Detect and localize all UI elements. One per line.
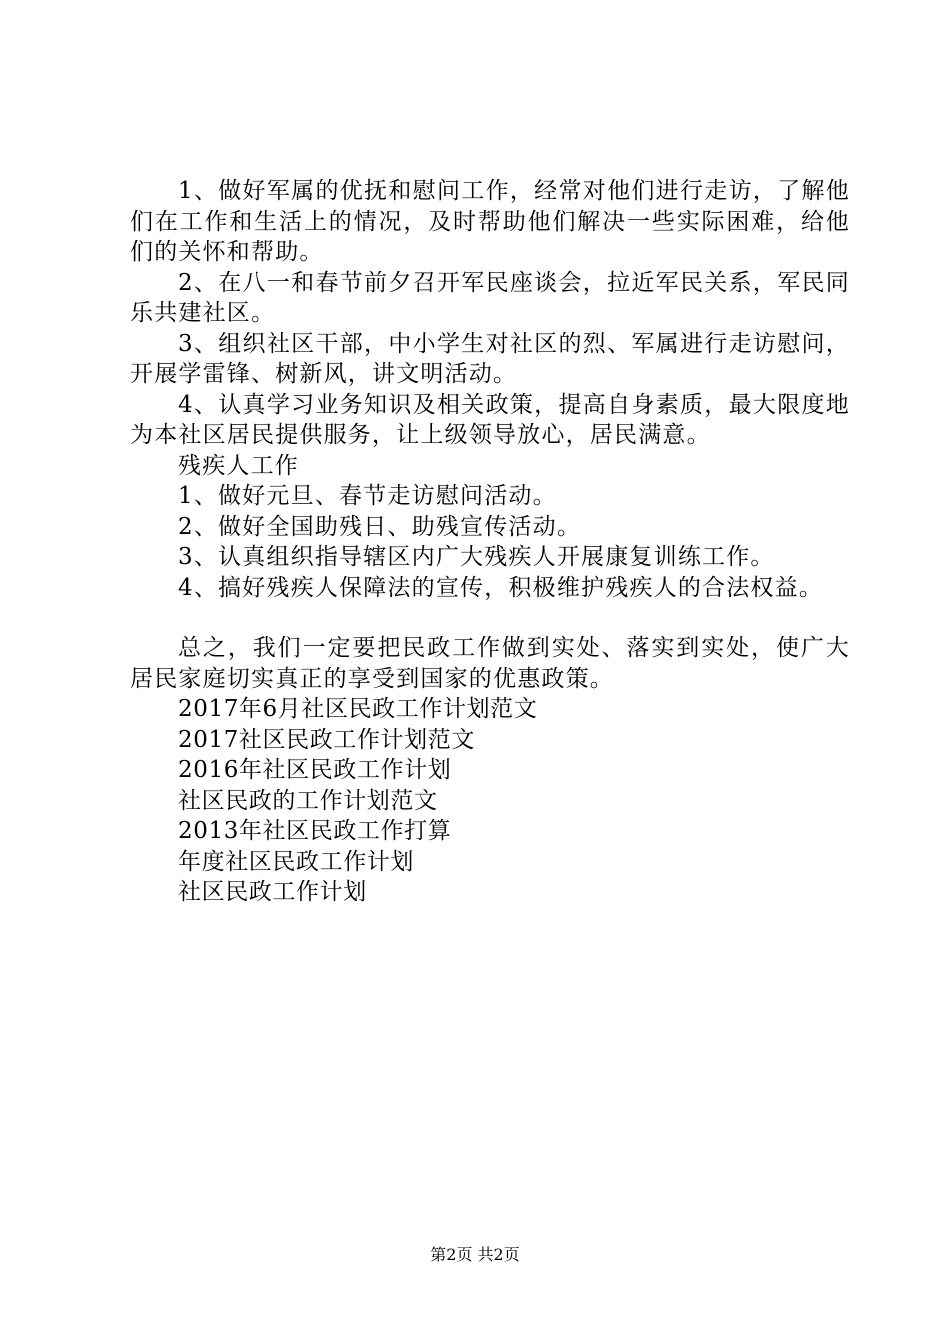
related-link[interactable]: 2016年社区民政工作计划: [178, 757, 452, 783]
page-number-label: 第2页 共2页: [430, 1245, 520, 1264]
related-link[interactable]: 2017社区民政工作计划范文: [178, 726, 475, 753]
related-links-list: [130, 694, 850, 908]
related-link[interactable]: 社区民政的工作计划范文: [178, 787, 438, 814]
document-body: [130, 176, 850, 908]
disabled-item: 2、做好全国助残日、助残宣传活动。: [178, 513, 582, 540]
related-link[interactable]: 2013年社区民政工作打算: [178, 818, 452, 844]
paragraph-gap: [130, 603, 850, 633]
paragraph-military-forum: 2、在八一和春节前夕召开军民座谈会，拉近军民关系，军民同乐共建社区。: [130, 269, 850, 326]
paragraph-conclusion: 总之，我们一定要把民政工作做到实处、落实到实处，使广大居民家庭切实真正的享受到国家的优惠政策。: [130, 635, 850, 692]
disabled-item: 4、搞好残疾人保障法的宣传，积极维护残疾人的合法权益。: [178, 574, 824, 601]
page-footer: [0, 1244, 950, 1266]
related-link[interactable]: 社区民政工作计划: [178, 879, 367, 905]
paragraph-military-visits: 1、做好军属的优抚和慰问工作，经常对他们进行走访，了解他们在工作和生活上的情况，及时帮助他们解决一些实际困难，给他们的关怀和帮助。: [130, 178, 850, 265]
related-link[interactable]: 年度社区民政工作计划: [178, 848, 414, 875]
section-heading-disabled: 残疾人工作: [178, 452, 299, 479]
paragraph-volunteer-visits: 3、组织社区干部，中小学生对社区的烈、军属进行走访慰问，开展学雷锋、树新风，讲文明活动。: [130, 330, 850, 387]
disabled-item: 3、认真组织指导辖区内广大残疾人开展康复训练工作。: [178, 544, 775, 570]
paragraph-study-policy: 4、认真学习业务知识及相关政策，提高自身素质，最大限度地为本社区居民提供服务，让上级领导放心，居民满意。: [130, 391, 850, 448]
disabled-item: 1、做好元旦、春节走访慰问活动。: [178, 483, 557, 509]
related-link[interactable]: 2017年6月社区民政工作计划范文: [178, 696, 538, 722]
